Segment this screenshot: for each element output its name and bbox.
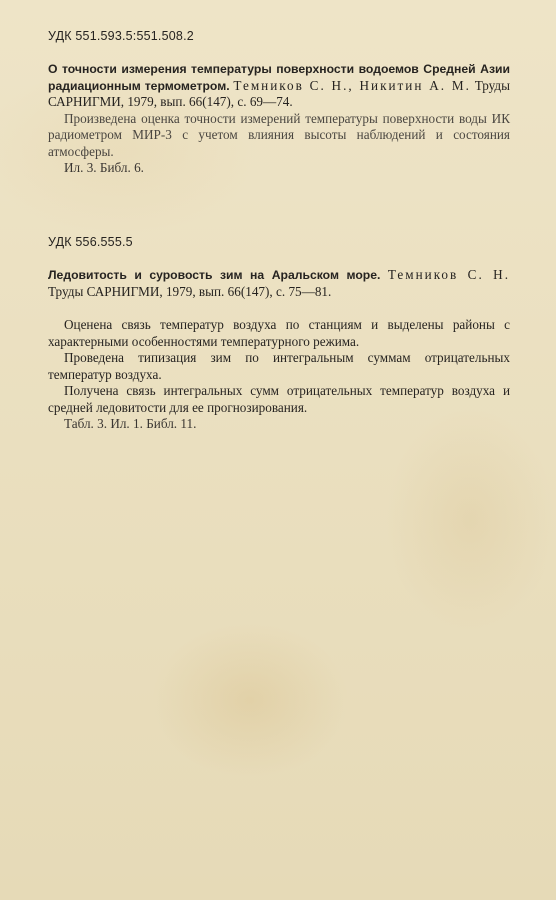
article-source: Труды САРНИГМИ, 1979, вып. 66(147), с. 75—81. (48, 283, 332, 299)
abstract-paragraph: Произведена оценка точности измерений температуры поверхности воды ИК радиометром МИР-3 с учетом влияния высоты наблюдений и состояния атмосферы. (48, 110, 510, 159)
abstract-record (48, 234, 510, 433)
abstract-text (48, 111, 510, 161)
article-authors: Темников С. Н., Никитин А. М. (233, 77, 471, 93)
udc-code: УДК 551.593.5:551.508.2 (48, 29, 194, 43)
abstract-text (48, 317, 510, 416)
citation (48, 61, 510, 111)
citation (48, 267, 510, 300)
abstract-paragraph: Получена связь интегральных сумм отрицательных температур воздуха и средней ледовитости для ее прогнозирования. (48, 383, 510, 415)
abstract-paragraph: Проведена типизация зим по интегральным суммам отрицательных температур воздуха. (48, 350, 510, 382)
article-source: Труды САРНИГМИ, 1979, вып. 66(147), с. 69—74. (48, 77, 510, 109)
abstract-paragraph: Оценена связь температур воздуха по станциям и выделены районы с характерными особенностями температурного режима. (48, 317, 510, 349)
abstract-record (48, 28, 510, 177)
article-title: Ледовитость и суровость зим на Аральском море. (48, 268, 381, 282)
illustrations-bibliography: Ил. 3. Библ. 6. (64, 160, 144, 175)
article-authors: Темников С. Н. (387, 267, 511, 282)
udc-code: УДК 556.555.5 (48, 235, 133, 249)
article-title: О точности измерения температуры поверхности водоемов Средней Азии радиационным термометром. (48, 62, 510, 93)
tables-illustrations-bibliography: Табл. 3. Ил. 1. Библ. 11. (64, 416, 197, 431)
